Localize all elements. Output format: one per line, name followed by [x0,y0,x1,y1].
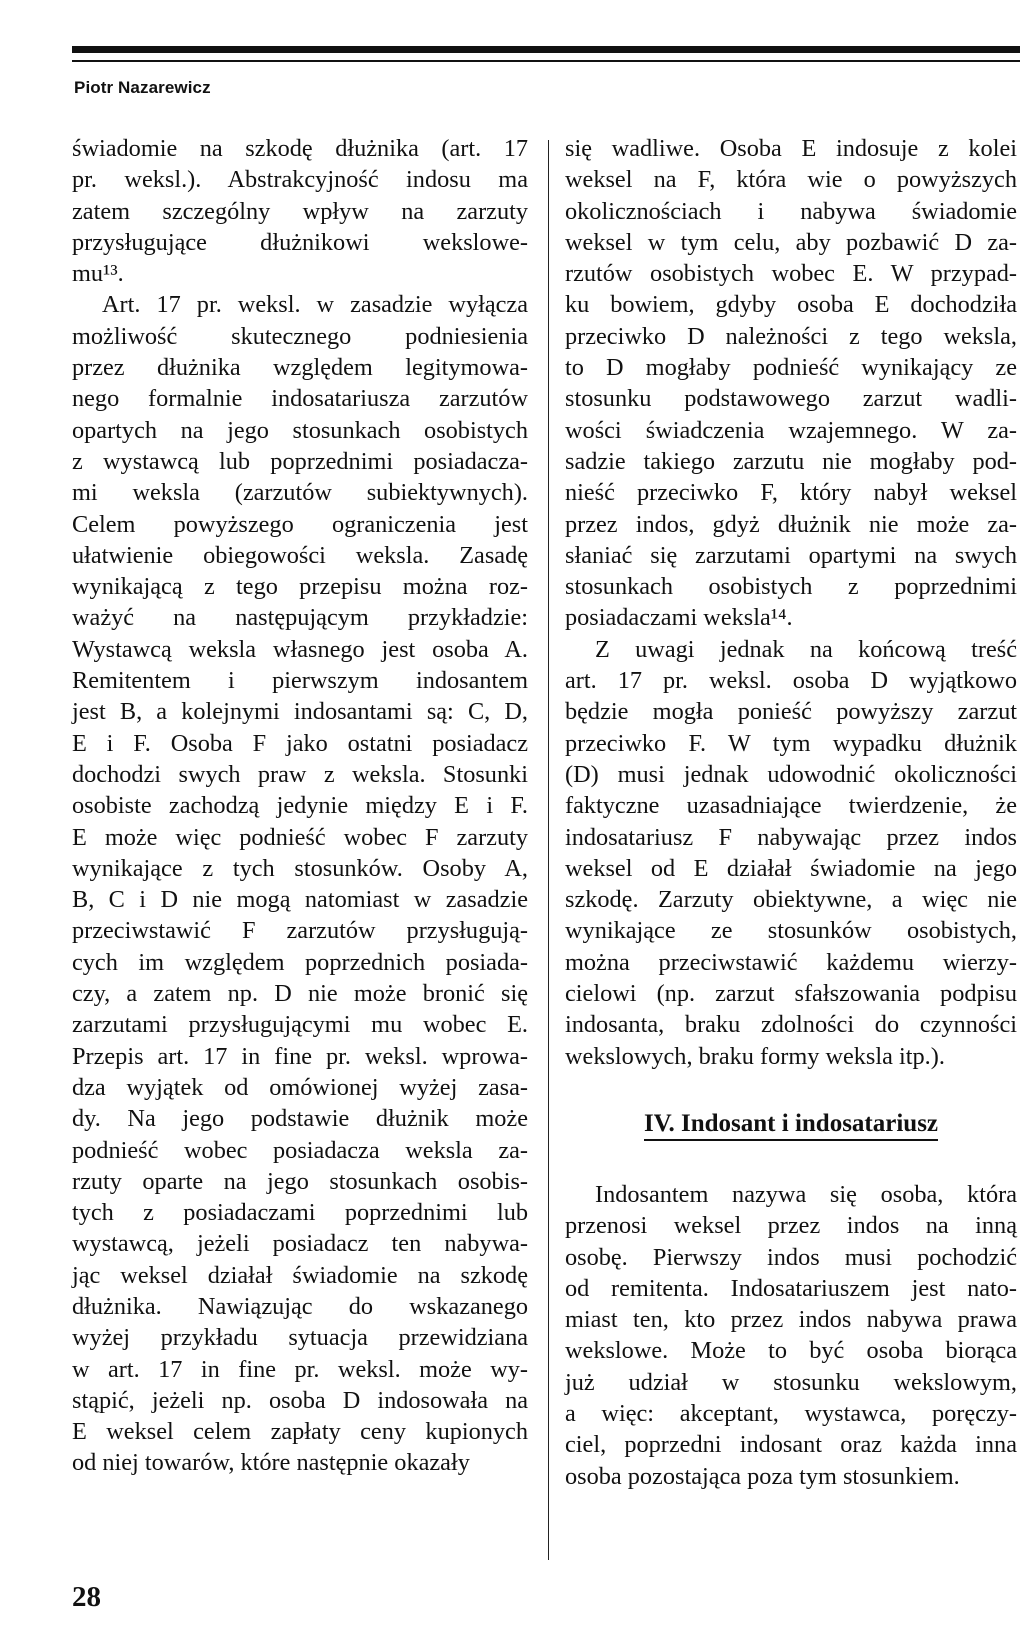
text-line: tych z posiadaczami poprzednimi lub [72,1199,528,1227]
text-line: ułatwienie obiegowości weksla. Zasadę [72,541,528,569]
text-line: Z uwagi jednak na końcową treść [595,635,1017,663]
text-line: nieść przeciwko F, który nabył weksel [565,479,1017,507]
text-line: zarzutami przysługującymi mu wobec E. [72,1011,528,1039]
text-line: weksel w tym celu, aby pozbawić D za- [565,228,1017,256]
text-line: przez dłużnika względem legitymowa- [72,354,528,382]
text-line: a więc: akceptant, wystawca, poręczy- [565,1399,1017,1427]
text-line: wyżej przykładu sytuacja przewidziana [72,1324,528,1352]
text-line: cych im względem poprzednich posiada- [72,948,528,976]
text-line: słaniać się zarzutami opartymi na swych [565,541,1017,569]
text-line: miast ten, kto przez indos nabywa prawa [565,1306,1017,1334]
text-line: Celem powyższego ograniczenia jest [72,510,528,538]
section-heading: IV. Indosant i indosatariusz [644,1109,938,1141]
text-line: wekslowe. Może to być osoba biorąca [565,1337,1017,1365]
text-line: rzutów osobistych wobec E. W przypad- [565,260,1017,288]
text-line: art. 17 pr. weksl. osoba D wyjątkowo [565,667,1017,695]
text-line: stąpić, jeżeli np. osoba D indosowała na [72,1386,528,1414]
text-line: stosunku podstawowego zarzut wadli- [565,385,1017,413]
text-line: sadzie takiego zarzutu nie mogłaby pod- [565,447,1017,475]
text-line: osobiste zachodzą jedynie między E i F. [72,792,528,820]
text-line: weksel na F, która wie o powyższych [565,166,1017,194]
text-line: ciel, poprzedni indosant oraz każda inna [565,1431,1017,1459]
text-line: osoba pozostająca poza tym stosunkiem. [565,1462,960,1490]
text-line: Art. 17 pr. weksl. w zasadzie wyłącza [102,291,528,319]
text-line: od niej towarów, które następnie okazały [72,1449,470,1477]
text-line: indosatariusz F nabywając przez indos [565,823,1017,851]
text-line: podnieść wobec posiadacza weksla za- [72,1136,528,1164]
text-line: możliwość skutecznego podniesienia [72,322,528,350]
text-line: posiadaczami weksla¹⁴. [565,604,793,632]
text-line: pr. weksl.). Abstrakcyjność indosu ma [72,166,528,194]
text-line: czy, a zatem np. D nie może bronić się [72,980,528,1008]
text-line: przenosi weksel przez indos na inną [565,1212,1017,1240]
text-line: szkodę. Zarzuty obiektywne, a więc nie [565,886,1017,914]
text-line: to D mogłaby podnieść wynikający ze [565,354,1017,382]
text-line: w art. 17 in fine pr. weksl. może wy- [72,1355,528,1383]
text-line: ku bowiem, gdyby osoba E dochodziła [565,291,1017,319]
text-line: przysługujące dłużnikowi wekslowe- [72,228,528,256]
text-line: indosanta, braku zdolności do czynności [565,1011,1017,1039]
text-line: jąc weksel działał świadomie na szkodę [72,1261,528,1289]
column-divider [548,140,549,1560]
text-line: wynikającą z tego przepisu można roz- [72,573,528,601]
text-line: rzuty oparte na jego stosunkach osobis- [72,1167,528,1195]
text-line: już udział w stosunku wekslowym, [565,1368,1017,1396]
text-line: opartych na jego stosunkach osobistych [72,416,528,444]
text-line: E weksel celem zapłaty ceny kupionych [72,1418,528,1446]
text-line: Remitentem i pierwszym indosantem [72,667,528,695]
text-line: stosunkach osobistych z poprzednimi [565,573,1017,601]
text-line: dza wyjątek od omówionej wyżej zasa- [72,1073,528,1101]
text-line: wynikające z tych stosunków. Osoby A, [72,854,528,882]
text-line: Wystawcą weksla własnego jest osoba A. [72,635,528,663]
text-line: się wadliwe. Osoba E indosuje z kolei [565,135,1017,162]
text-line: przeciwko D należności z tego weksla, [565,322,1017,350]
text-line: mi weksla (zarzutów subiektywnych). [72,479,528,507]
left-column [72,133,528,1479]
text-line: nego formalnie indosatariusza zarzutów [72,385,528,413]
text-line: dłużnika. Nawiązując do wskazanego [72,1292,528,1320]
text-line: Indosantem nazywa się osoba, która [595,1180,1017,1208]
text-line: przez indos, gdyż dłużnik nie może za- [565,510,1017,538]
text-line: przeciwstawić F zarzutów przysługują- [72,917,528,945]
text-line: dy. Na jego podstawie dłużnik może [72,1105,528,1133]
header-rule-thick [72,46,1020,53]
right-column-bottom-text [565,1179,1017,1492]
text-line: dochodzi swych praw z weksla. Stosunki [72,760,528,788]
text-line: osobę. Pierwszy indos musi pochodzić [565,1243,1017,1271]
text-line: zatem szczególny wpływ na zarzuty [72,197,528,225]
right-column [565,133,1017,1492]
text-line: można przeciwstawić każdemu wierzy- [565,948,1017,976]
section-heading-wrap [565,1108,1017,1141]
text-line: E i F. Osoba F jako ostatni posiadacz [72,729,528,757]
text-line: weksel od E działał świadomie na jego [565,854,1017,882]
running-head: Piotr Nazarewicz [74,78,211,97]
text-line: cielowi (np. zarzut sfałszowania podpisu [565,980,1017,1008]
text-line: wynikające ze stosunków osobistych, [565,917,1017,945]
page-number: 28 [72,1581,101,1613]
text-line: faktyczne uzasadniające twierdzenie, że [565,792,1017,820]
text-line: ważyć na następującym przykładzie: [72,604,528,632]
text-line: B, C i D nie mogą natomiast w zasadzie [72,886,528,914]
text-line: świadomie na szkodę dłużnika (art. 17 [72,135,528,162]
text-line: wekslowych, braku formy weksla itp.). [565,1042,945,1070]
text-line: z wystawcą lub poprzednimi posiadacza- [72,447,528,475]
text-line: wystawcą, jeżeli posiadacz ten nabywa- [72,1230,528,1258]
text-line: E może więc podnieść wobec F zarzuty [72,823,528,851]
text-line: okolicznościach i nabywa świadomie [565,197,1017,225]
right-column-top-text [565,133,1017,1072]
text-line: (D) musi jednak udowodnić okoliczności [565,760,1017,788]
header-rule-thin [72,60,1020,62]
text-line: Przepis art. 17 in fine pr. weksl. wprowa- [72,1042,528,1070]
text-line: wości świadczenia wzajemnego. W za- [565,416,1017,444]
text-line: będzie mogła ponieść powyższy zarzut [565,698,1017,726]
text-line: przeciwko F. W tym wypadku dłużnik [565,729,1017,757]
text-line: od remitenta. Indosatariuszem jest nato- [565,1274,1017,1302]
text-line: jest B, a kolejnymi indosantami są: C, D, [72,698,528,726]
text-line: mu¹³. [72,260,124,288]
